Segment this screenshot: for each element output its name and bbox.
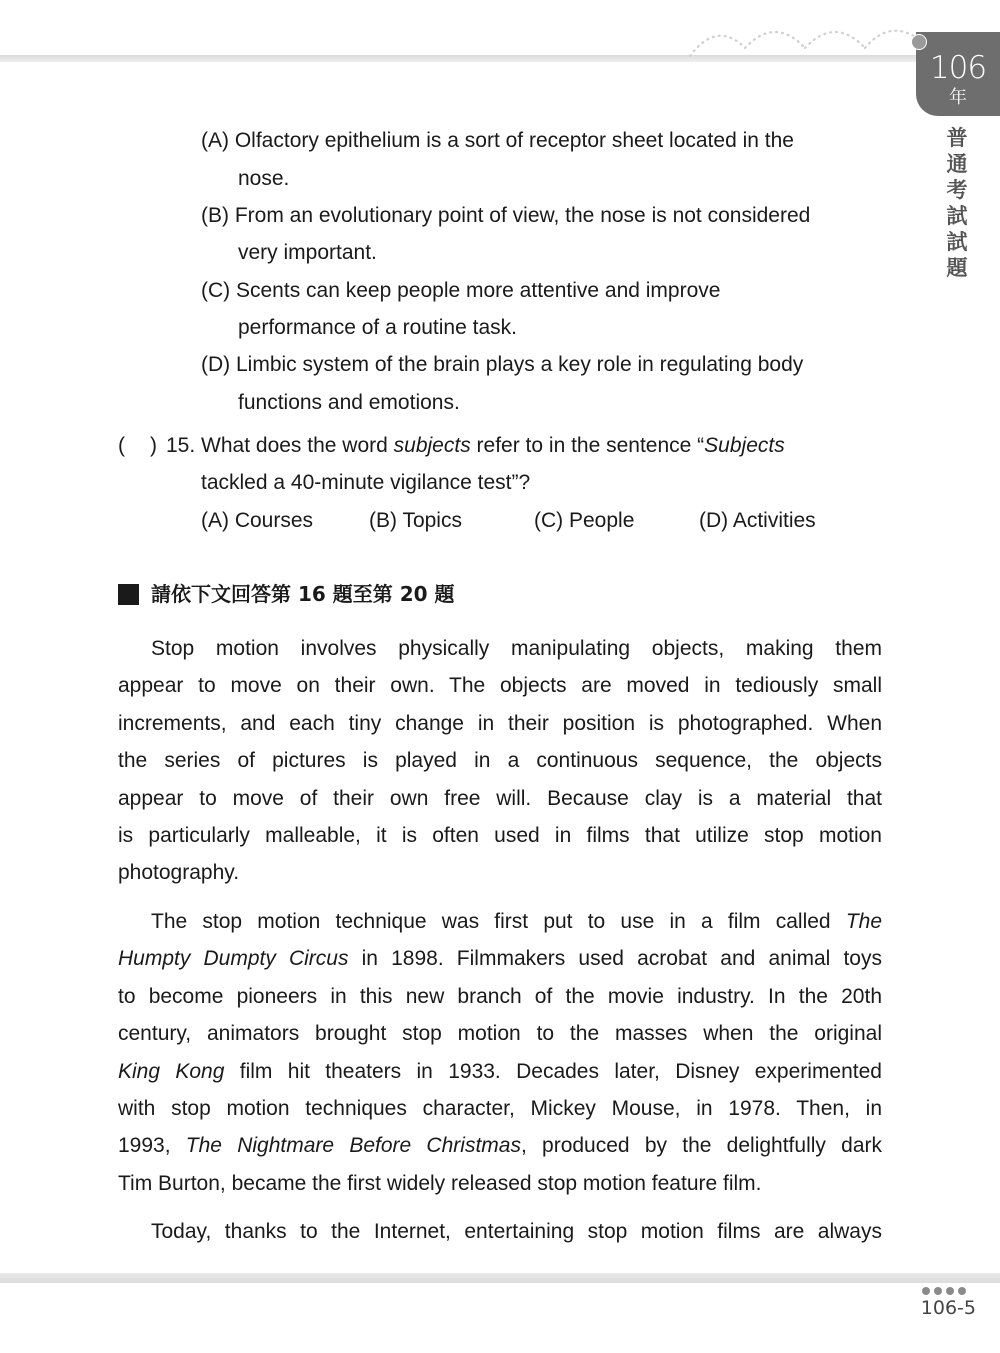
film-title: The	[845, 910, 882, 933]
passage-text: The stop motion technique was first put to use in a film called	[151, 910, 846, 933]
question-15-stem-cont: tackled a 40-minute vigilance test”?	[201, 471, 531, 494]
passage-line: the series of pictures is played in a continuous sequence, the objects	[118, 749, 882, 773]
passage-line: with stop motion techniques character, Mickey Mouse, in 1978. Then, in	[118, 1096, 882, 1120]
passage-line: photography.	[118, 861, 240, 885]
question-number: 15.	[166, 434, 196, 457]
option-b	[201, 203, 810, 229]
passage-paragraph-2	[118, 903, 882, 1202]
passage-line: appear to move of their own free will. Because clay is a material that	[118, 786, 882, 810]
answer-paren-open: (	[118, 434, 125, 457]
option-label: (C)	[201, 279, 231, 302]
answer-paren-close: )	[150, 434, 157, 457]
option-d-cont: functions and emotions.	[238, 391, 460, 414]
side-title-char: 題	[946, 256, 968, 280]
side-title-char: 普	[946, 126, 968, 150]
side-title-char: 試	[946, 204, 968, 228]
option-text: Scents can keep people more attentive and improve	[236, 279, 721, 302]
footer-rule	[0, 1273, 1000, 1283]
option-a	[201, 128, 794, 154]
choice-b: (B) Topics	[369, 509, 462, 532]
option-b-cont: very important.	[238, 241, 377, 264]
choice-a: (A) Courses	[201, 509, 314, 532]
stem-text: refer to in the sentence “	[470, 434, 705, 457]
film-title: The Nightmare Before Christmas	[185, 1134, 521, 1158]
option-text: From an evolutionary point of view, the nose is not considered	[234, 204, 811, 227]
question-15-stem	[166, 433, 785, 459]
passage-line	[118, 903, 882, 940]
option-a-cont: nose.	[238, 167, 290, 190]
option-label: (B)	[201, 204, 229, 227]
section-marker	[118, 584, 139, 605]
passage-text: in 1898. Filmmakers used acrobat and animal toys	[348, 947, 882, 971]
side-title-char: 考	[946, 178, 968, 202]
option-c-cont: performance of a routine task.	[238, 316, 517, 339]
passage-paragraph-1	[118, 630, 882, 892]
film-title: Humpty Dumpty Circus	[118, 947, 349, 971]
page-number: 106-5	[920, 1297, 976, 1319]
option-text: Olfactory epithelium is a sort of receptor sheet located in the	[234, 129, 794, 152]
choice-d: (D) Activities	[699, 509, 816, 532]
passage-text: film hit theaters in 1933. Decades later, Disney experimented	[224, 1059, 882, 1083]
passage-line: increments, and each tiny change in their position is photographed. When	[118, 711, 882, 735]
passage-line: Tim Burton, became the first widely released stop motion feature film.	[118, 1171, 762, 1195]
option-c	[201, 278, 720, 304]
option-d	[201, 352, 803, 378]
passage-line: to become pioneers in this new branch of the movie industry. In the 20th	[118, 984, 882, 1008]
choice-c: (C) People	[534, 509, 635, 532]
passage-line: appear to move on their own. The objects are moved in tediously small	[118, 674, 882, 698]
passage-line	[118, 1127, 882, 1164]
option-label: (D)	[201, 353, 231, 376]
passage-text: , produced by the delightfully dark	[520, 1134, 882, 1158]
stem-italic: Subjects	[704, 434, 785, 457]
option-text: Limbic system of the brain plays a key role in regulating body	[236, 353, 804, 376]
stem-text: What does the word	[201, 434, 394, 457]
passage-line: is particularly malleable, it is often used in films that utilize stop motion	[118, 823, 882, 847]
stem-italic: subjects	[393, 434, 471, 457]
side-title-char: 通	[946, 152, 968, 176]
section-heading: 請依下文回答第 16 題至第 20 題	[151, 582, 455, 606]
passage-line	[118, 1053, 882, 1090]
passage-line: Stop motion involves physically manipulating objects, making them	[151, 637, 882, 660]
passage-line	[118, 940, 882, 977]
year-number: 106	[929, 50, 987, 86]
passage-line: century, animators brought stop motion to the masses when the original	[118, 1022, 882, 1046]
passage-line: Today, thanks to the Internet, entertaining stop motion films are always	[151, 1220, 882, 1243]
passage-text: 1993,	[118, 1134, 186, 1158]
film-title: King Kong	[118, 1059, 225, 1083]
year-unit: 年	[949, 87, 967, 108]
side-title-char: 試	[946, 230, 968, 254]
passage-paragraph-3	[118, 1213, 882, 1250]
option-label: (A)	[201, 129, 229, 152]
